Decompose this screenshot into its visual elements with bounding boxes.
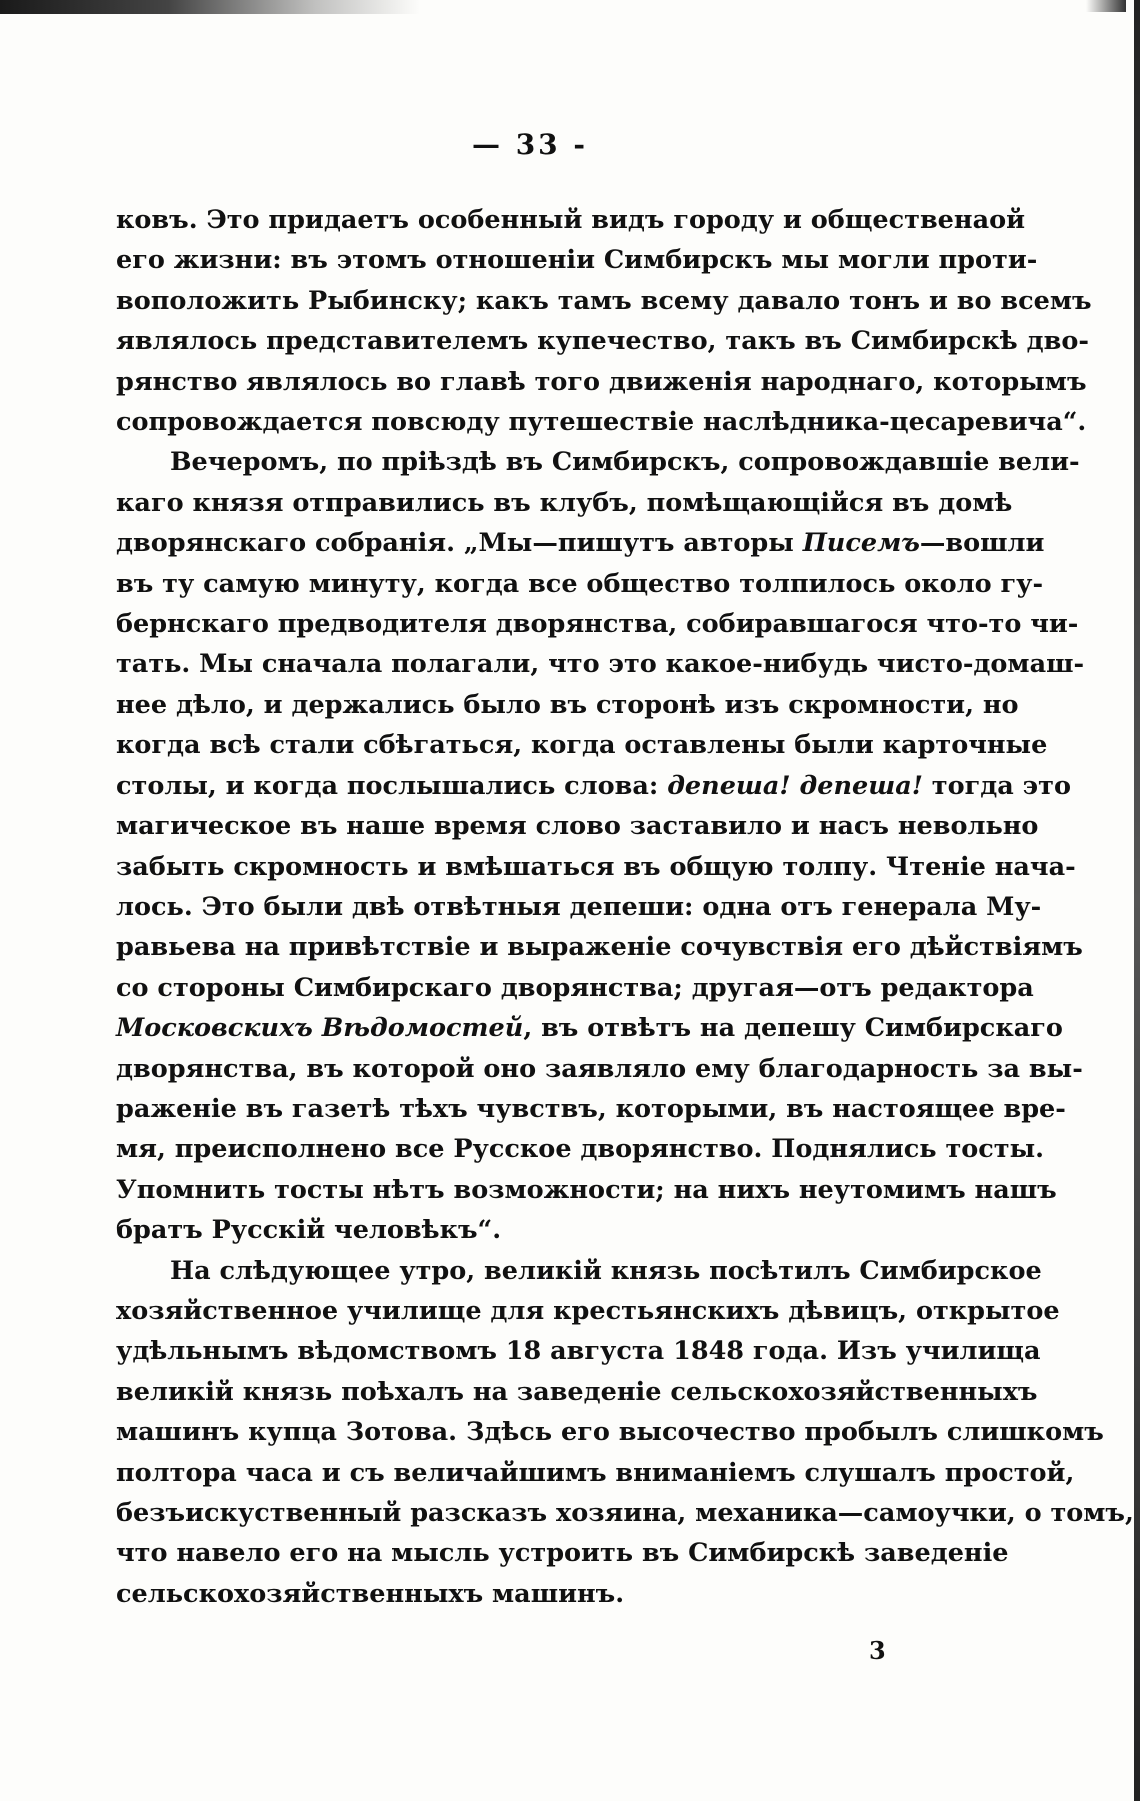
text-line: раженіе въ газетѣ тѣхъ чувствъ, которыми, въ настоящее вре- (116, 1093, 1066, 1124)
italic-title-pisem: Писемъ (802, 528, 920, 559)
scan-top-edge-shadow (0, 0, 420, 14)
text-line: На слѣдующее утро, великій князь посѣтилъ Симбирское (170, 1255, 1042, 1286)
text-segment: дворянскаго собранія. „Мы—пишутъ авторы (116, 528, 803, 559)
scan-right-edge-shadow (1134, 0, 1140, 1801)
text-line: тать. Мы сначала полагали, что это какое-нибудь чисто-домаш- (116, 649, 1085, 680)
italic-moskovskie-vedomosti: Московскихъ Вѣдомостей (116, 1013, 524, 1044)
paragraph-3 (116, 1251, 1134, 1615)
text-line: лось. Это были двѣ отвѣтныя депеши: одна отъ генерала Му- (116, 891, 1042, 922)
text-line: великій князь поѣхалъ на заведеніе сельскохозяйственныхъ (116, 1376, 1038, 1407)
text-line: равьева на привѣтствіе и выраженіе сочувствія его дѣйствіямъ (116, 932, 1083, 963)
text-line: магическое въ наше время слово заставило и насъ невольно (116, 811, 1039, 842)
text-line: воположить Рыбинску; какъ тамъ всему давало тонъ и во всемъ (116, 285, 1092, 316)
text-line: являлось представителемъ купечество, такъ въ Симбирскѣ дво- (116, 326, 1089, 357)
text-line: въ ту самую минуту, когда все общество толпилось около гу- (116, 568, 1044, 599)
text-line: ковъ. Это придаетъ особенный видъ городу и общественаой (116, 205, 1026, 235)
text-line: мя, преисполнено все Русское дворянство. Поднялись тосты. (116, 1134, 1045, 1165)
text-segment: , въ отвѣтъ на депешу Симбирскаго (523, 1013, 1063, 1044)
text-line: безъискуственный разсказъ хозяина, механика—самоучки, о томъ, (116, 1498, 1134, 1528)
text-line: нее дѣло, и держались было въ сторонѣ изъ скромности, но (116, 689, 1019, 720)
text-line: сельскохозяйственныхъ машинъ. (116, 1578, 625, 1609)
text-line: каго князя отправились въ клубъ, помѣщающійся въ домѣ (116, 487, 1013, 518)
text-line-with-italic (116, 1008, 1063, 1048)
printer-signature-mark: 3 (869, 1636, 886, 1665)
text-line: сопровождается повсюду путешествіе наслѣдника-цесаревича“. (116, 407, 1087, 438)
text-line-with-italic (116, 523, 1045, 563)
text-line: его жизни: въ этомъ отношеніи Симбирскъ мы могли проти- (116, 245, 1038, 276)
page-number-header: — 33 - (471, 128, 589, 161)
text-line: со стороны Симбирскаго дворянства; другая—отъ редактора (116, 972, 1034, 1003)
paragraph-2 (116, 442, 1085, 1250)
text-line: удѣльнымъ вѣдомствомъ 18 августа 1848 года. Изъ училища (116, 1336, 1041, 1367)
text-line: бернскаго предводителя дворянства, собиравшагося что-то чи- (116, 609, 1079, 640)
text-line: хозяйственное училище для крестьянскихъ дѣвицъ, открытое (116, 1295, 1060, 1326)
text-line: дворянства, въ которой оно заявляло ему благодарность за вы- (116, 1053, 1083, 1084)
italic-depesha: депеша! депеша! (667, 770, 923, 801)
text-line: братъ Русскій человѣкъ“. (116, 1215, 502, 1246)
text-segment: тогда это (922, 770, 1071, 801)
text-line: Вечеромъ, по пріѣздѣ въ Симбирскъ, сопровождавшіе вели- (170, 447, 1080, 478)
text-line: что навело его на мысль устроить въ Симбирскѣ заведеніе (116, 1538, 1009, 1569)
scan-top-right-shadow (1086, 0, 1126, 12)
text-line: полтора часа и съ величайшимъ вниманіемъ слушалъ простой, (116, 1457, 1075, 1488)
text-line: когда всѣ стали сбѣгаться, когда оставлены были карточные (116, 730, 1048, 761)
text-line: Упомнить тосты нѣтъ возможности; на нихъ неутомимъ нашъ (116, 1174, 1057, 1205)
text-segment: —вошли (919, 528, 1045, 559)
text-line-with-italic (116, 766, 1071, 806)
text-line: забыть скромность и вмѣшаться въ общую толпу. Чтеніе нача- (116, 851, 1076, 882)
paragraph-1 (116, 200, 1092, 442)
text-line: машинъ купца Зотова. Здѣсь его высочество пробылъ слишкомъ (116, 1417, 1104, 1448)
text-line: рянство являлось во главѣ того движенія народнаго, которымъ (116, 366, 1087, 397)
text-segment: столы, и когда послышались слова: (116, 770, 668, 801)
page-body-text (116, 200, 1134, 1614)
